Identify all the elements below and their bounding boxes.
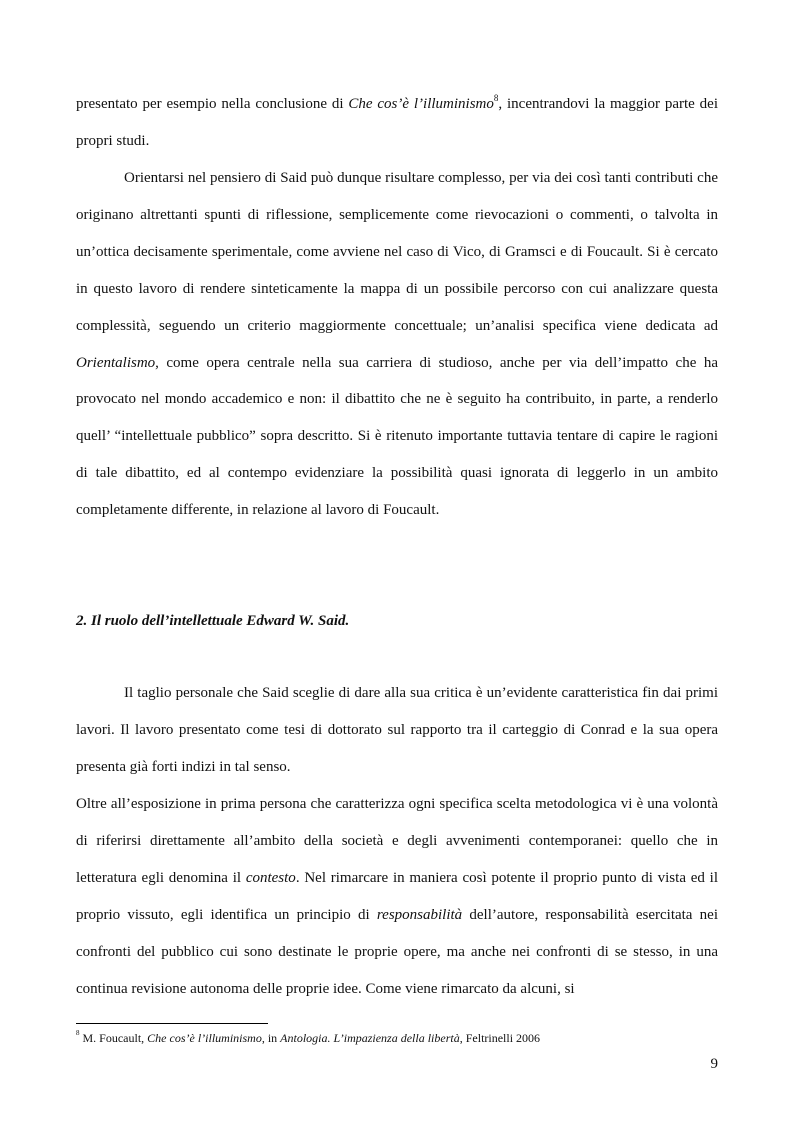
p2-text-b: , come opera centrale nella sua carriera di studioso, anche per via dell’impatto che ha provocato nel mondo accademico e non: il dibattito che ne è seguito ha contribuito, in parte, a renderlo quell’ “intellettuale pubblico” sopra descritto. Si è ritenuto importante tuttavia tentare di capire le ragioni di tale dibattito, ed al contempo evidenziare la possibilità quasi ignorata di leggerlo in un ambito completamente differente, in relazione al lavoro di Foucault. [76,354,718,519]
page-number: 9 [710,1056,718,1072]
p4-text-a: Oltre all’esposizione in prima persona che caratterizza ogni specifica scelta metodologica vi è una volontà di riferirsi direttamente all’ambito della società e degli avvenimenti contemporanei: quello che in letteratura egli denomina il [76,796,718,886]
paragraph-3: Il taglio personale che Said sceglie di dare alla sua critica è un’evidente caratteristica fin dai primi lavori. Il lavoro presentato come tesi di dottorato sul rapporto tra il carteggio di Conrad e la sua opera presenta già forti indizi in tal senso. [76,685,718,775]
footnote-title-2: Antologia. L’impazienza della libertà [280,1031,460,1045]
p2-title-orientalismo: Orientalismo [76,354,156,371]
footnote-text-c: , Feltrinelli 2006 [459,1031,541,1045]
paragraph-2 [76,160,718,529]
p4-term-responsabilita: responsabilità [376,906,463,923]
footnote-text-b: , in [261,1031,281,1045]
footnote-title-1: Che cos’è l’illuminismo [147,1031,262,1045]
p1-text-a: presentato per esempio nella conclusione di [76,96,349,112]
p1-text-b: , incentrandovi la maggior parte dei propri studi. [76,96,718,149]
p2-text-a: Orientarsi nel pensiero di Said può dunque risultare complesso, per via dei così tanti contributi che originano altrettanti spunti di riflessione, semplicemente come rievocazioni o commenti, o talvolta in un’ottica decisamente sperimentale, come avviene nel caso di Vico, di Gramsci e di Foucault. Si è cercato in questo lavoro di rendere sinteticamente la mappa di un possibile percorso con cui analizzare questa complessità, seguendo un criterio maggiormente concettuale; un’analisi specifica viene dedicata ad [76,170,718,334]
paragraph-4 [76,786,718,1007]
p4-text-b: . Nel rimarcare in maniera così potente il proprio punto di vista ed il proprio vissuto, egli identifica un principio di [76,869,718,923]
footnote-divider [76,1023,268,1024]
paragraph-1 [76,86,718,160]
footnote-text-a: M. Foucault, [79,1031,148,1045]
p4-text-c: dell’autore, responsabilità esercitata nei confronti del pubblico cui sono destinate le proprie opere, ma anche nei confronti di se stesso, in una continua revisione autonoma delle proprie idee. Come viene rimarcato da alcuni, si [76,906,719,997]
section-heading: 2. Il ruolo dell’intellettuale Edward W. Said. [76,613,350,629]
footnote-ref-8[interactable]: 8 [493,93,499,103]
p1-title-che-cos-e-illuminismo: Che cos’è l’illuminismo [348,96,494,112]
footnote-8 [76,1030,718,1046]
footnote-number: 8 [76,1029,80,1037]
p4-term-contesto: contesto [245,869,296,886]
